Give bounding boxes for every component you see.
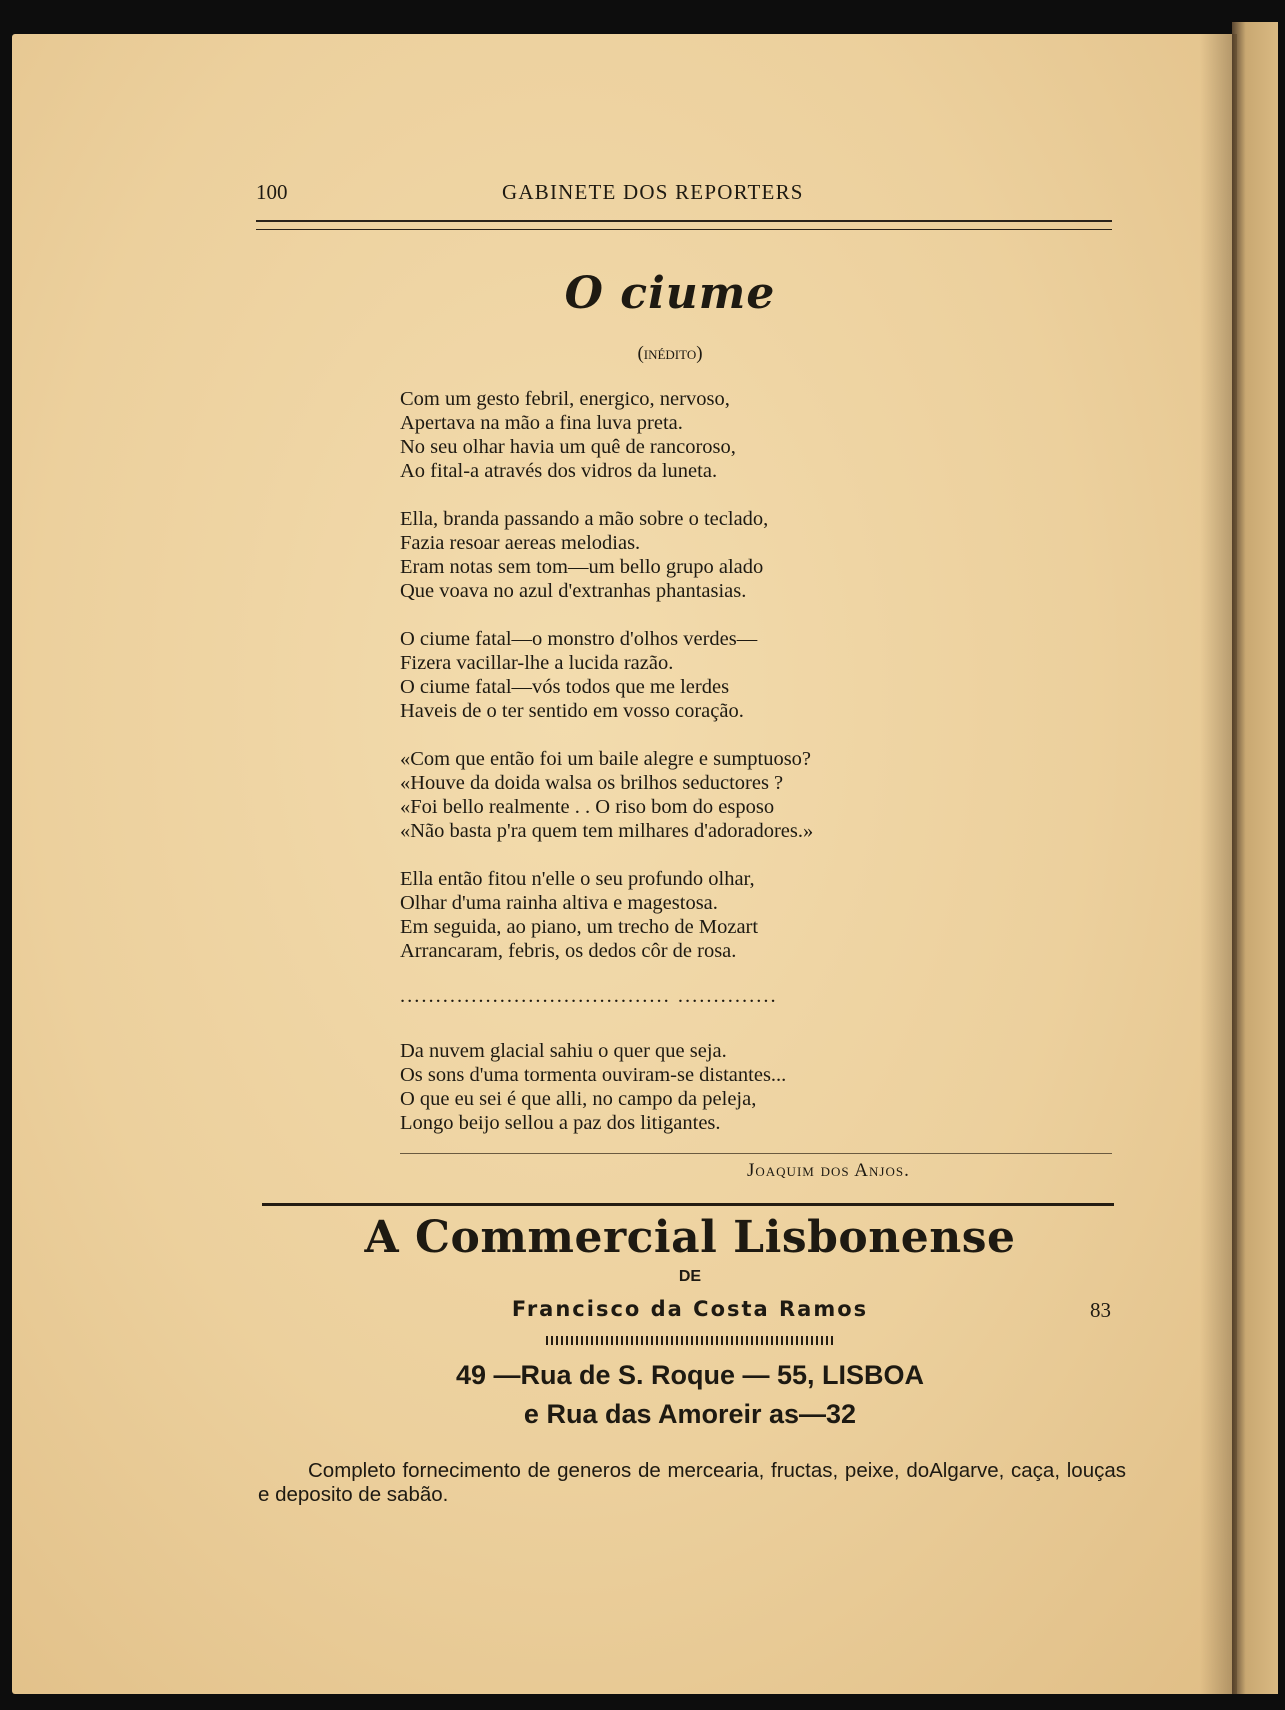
page-fold-shadow [1200,34,1237,1694]
stanza-1 [400,387,1000,483]
stanza-5 [400,867,1000,963]
poem-line: «Com que então foi um baile alegre e sumptuoso? [400,748,812,770]
final-stanza [400,1039,1000,1135]
adjacent-page-edge [1232,22,1278,1694]
ad-business-name: A Commercial Lisbonense [364,1212,1016,1263]
ad-address-line-1: 49 —Rua de S. Roque — 55, LISBOA [455,1360,925,1390]
poem-line: O ciume fatal—o monstro d'olhos verdes— [400,628,758,650]
poem-line: Fizera vacillar-lhe a lucida razão. [400,652,674,674]
page-number: 100 [256,180,288,204]
poem-body [400,387,1000,1159]
ad-address-line-2: e Rua das Amoreir as—32 [523,1399,857,1429]
poem-line: No seu olhar havia um quê de rancoroso, [400,436,736,458]
advertisement-rule [262,1203,1114,1206]
ad-owner-name: Francisco da Costa Ramos [511,1297,869,1321]
running-head: GABINETE DOS REPORTERS [502,180,804,204]
stanza-3 [400,627,1000,723]
poem-line: Longo beijo sellou a paz dos litigantes. [400,1112,721,1134]
stanza-4 [400,747,1000,843]
poem-line: O ciume fatal—vós todos que me lerdes [400,676,730,698]
poem-line: Ao fital-a através dos vidros da luneta. [400,460,718,482]
poem-line: Ella então fitou n'elle o seu profundo olhar, [400,868,755,890]
poem-line: Com um gesto febril, energico, nervoso, [400,388,730,410]
poem-line: Ella, branda passando a mão sobre o teclado, [400,508,769,530]
ad-de: DE [678,1268,702,1285]
poem-line: «Houve da doida walsa os brilhos seductores ? [400,772,784,794]
poem-title: O ciume [564,268,776,319]
header-double-rule [256,220,1112,230]
poem-subtitle: (inédito) [637,343,703,364]
poem-line: Da nuvem glacial sahiu o quer que seja. [400,1040,727,1062]
poem-line: O que eu sei é que alli, no campo da peleja, [400,1088,757,1110]
signature-rule [400,1153,1112,1154]
stanza-2 [400,507,1000,603]
poem-author: Joaquim dos Anjos. [747,1160,910,1181]
poem-line: Haveis de o ter sentido em vosso coração. [400,700,744,722]
poem-line: Em seguida, ao piano, um trecho de Mozart [400,916,759,938]
ellipsis-separator: ...................................... .............. [400,985,778,1007]
poem-line: «Não basta p'ra quem tem milhares d'adoradores.» [400,820,814,842]
ad-description: Completo fornecimento de generos de mercearia, fructas, peixe, doAlgarve, caça, louças e deposito de sabão. [258,1459,1126,1506]
poem-line: Fazia resoar aereas melodias. [400,532,641,554]
poem-line: Os sons d'uma tormenta ouviram-se distantes... [400,1064,787,1086]
poem-line: Olhar d'uma rainha altiva e magestosa. [400,892,718,914]
poem-line: Eram notas sem tom—um bello grupo alado [400,556,764,578]
poem-line: Que voava no azul d'extranhas phantasias. [400,580,747,602]
ad-number: 83 [1090,1298,1111,1322]
poem-line: «Foi bello realmente . . O riso bom do esposo [400,796,775,818]
poem-line: Arrancaram, febris, os dedos côr de rosa. [400,940,737,962]
page-header [256,180,1112,210]
poem-line: Apertava na mão a fina luva preta. [400,412,683,434]
ornamental-rule [546,1336,836,1345]
